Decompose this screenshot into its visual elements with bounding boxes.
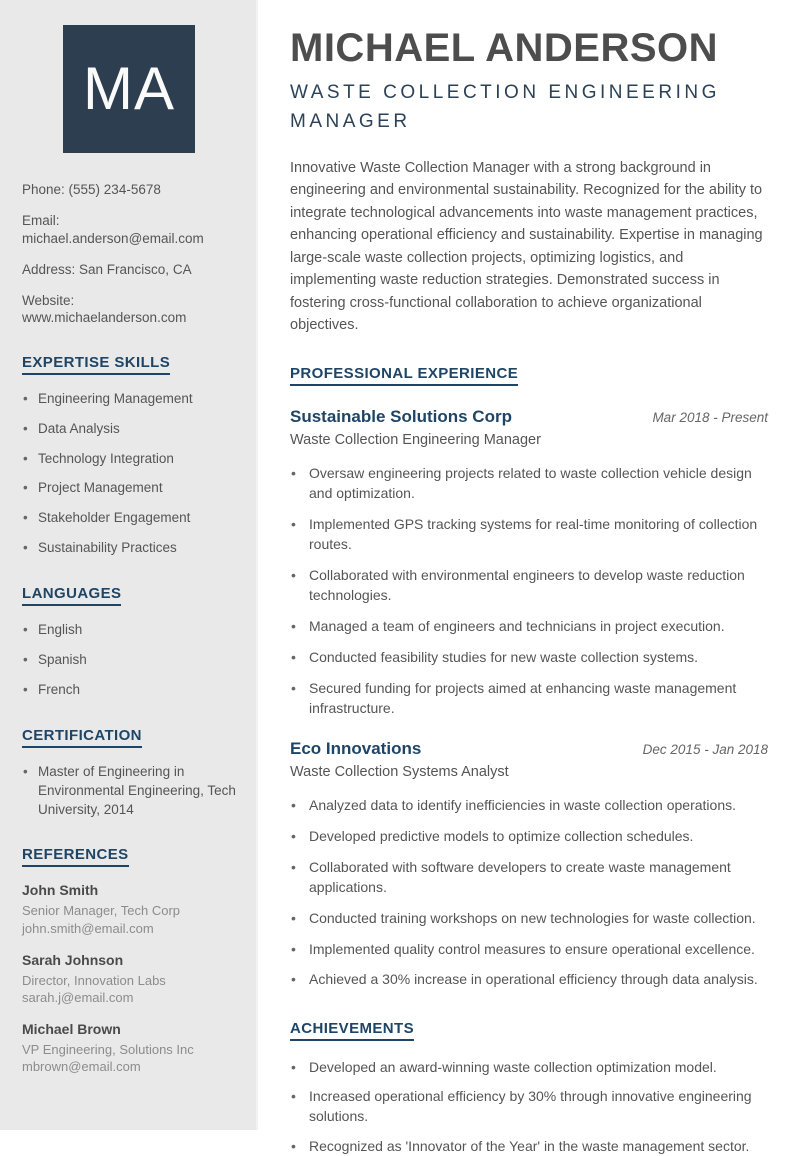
references-list <box>22 882 236 1075</box>
reference-email: mbrown@email.com <box>22 1059 141 1075</box>
experience-section <box>290 365 768 990</box>
languages-section <box>22 585 236 700</box>
job-bullet: • Analyzed data to identify inefficiencies in waste collection operations. <box>290 795 768 815</box>
job-entry <box>290 739 768 990</box>
reference-card <box>22 882 236 937</box>
job-bullet: • Achieved a 30% increase in operational efficiency through data analysis. <box>290 969 768 989</box>
skills-section <box>22 354 236 558</box>
skill-item: • Engineering Management <box>22 390 236 409</box>
job-entry <box>290 407 768 718</box>
reference-name: Sarah Johnson <box>22 951 124 968</box>
achievement-bullet: • Recognized as 'Innovator of the Year' in the waste management sector. <box>290 1136 768 1156</box>
skill-item: • Project Management <box>22 479 236 498</box>
achievements-list <box>290 1057 768 1156</box>
person-job-title: WASTE COLLECTION ENGINEERING MANAGER <box>290 82 720 133</box>
job-bullet: • Developed predictive models to optimize collection schedules. <box>290 826 768 846</box>
job-bullet: • Secured funding for projects aimed at enhancing waste management infrastructure. <box>290 678 768 719</box>
contact-line: Email: michael.anderson@email.com <box>22 213 204 246</box>
reference-card <box>22 1021 236 1076</box>
certification-section <box>22 727 236 820</box>
reference-role: Senior Manager, Tech Corp <box>22 903 181 919</box>
contact-line: Address: San Francisco, CA <box>22 261 192 277</box>
job-bullet: • Collaborated with software developers to create waste management applications. <box>290 857 768 898</box>
job-dates: Dec 2015 - Jan 2018 <box>642 742 768 758</box>
achievements-section <box>290 1020 768 1156</box>
job-header <box>290 739 768 759</box>
skill-item: • Sustainability Practices <box>22 539 236 558</box>
contact-line: Website: www.michaelanderson.com <box>22 292 187 326</box>
company-name: Sustainable Solutions Corp <box>290 406 512 426</box>
achievement-bullet: • Developed an award-winning waste collection optimization model. <box>290 1057 768 1077</box>
main-content <box>258 0 800 1154</box>
job-bullet-list <box>290 795 768 990</box>
certification-heading: CERTIFICATION <box>22 727 142 748</box>
reference-role: VP Engineering, Solutions Inc <box>22 1041 194 1057</box>
reference-name: Michael Brown <box>22 1020 121 1037</box>
contact-line: Phone: (555) 234-5678 <box>22 182 161 197</box>
skill-item: • Data Analysis <box>22 420 236 439</box>
languages-heading: LANGUAGES <box>22 585 121 606</box>
job-bullet: • Implemented GPS tracking systems for real-time monitoring of collection routes. <box>290 514 768 555</box>
reference-name: John Smith <box>22 882 99 899</box>
job-bullet: • Managed a team of engineers and technicians in project execution. <box>290 616 768 636</box>
avatar-initials: MA <box>83 55 175 122</box>
reference-email: sarah.j@email.com <box>22 990 134 1006</box>
references-heading: REFERENCES <box>22 846 129 867</box>
avatar <box>63 25 195 153</box>
skills-list <box>22 390 236 558</box>
person-name: MICHAEL ANDERSON <box>290 26 719 70</box>
skill-item: • Technology Integration <box>22 450 236 469</box>
certification-list <box>22 763 236 820</box>
references-section <box>22 846 236 1075</box>
sidebar <box>0 0 258 1130</box>
achievement-bullet: • Increased operational efficiency by 30% through innovative engineering solutions. <box>290 1086 768 1127</box>
reference-role: Director, Innovation Labs <box>22 972 166 988</box>
contact-info <box>22 181 236 327</box>
reference-card <box>22 952 236 1007</box>
job-bullet-list <box>290 463 768 718</box>
languages-list <box>22 621 236 700</box>
job-bullet: • Collaborated with environmental engineers to develop waste reduction technologies. <box>290 565 768 606</box>
job-role: Waste Collection Engineering Manager <box>290 431 541 448</box>
skills-heading: EXPERTISE SKILLS <box>22 354 170 375</box>
language-item: • Spanish <box>22 651 236 670</box>
job-header <box>290 407 768 427</box>
certification-item: • Master of Engineering in Environmental Engineering, Tech University, 2014 <box>22 763 236 820</box>
company-name: Eco Innovations <box>290 739 422 759</box>
reference-email: john.smith@email.com <box>22 921 154 937</box>
experience-heading: PROFESSIONAL EXPERIENCE <box>290 365 518 386</box>
job-bullet: • Oversaw engineering projects related to waste collection vehicle design and optimization. <box>290 463 768 504</box>
job-bullet: • Implemented quality control measures to ensure operational excellence. <box>290 939 768 959</box>
job-bullet: • Conducted training workshops on new technologies for waste collection. <box>290 908 768 928</box>
skill-item: • Stakeholder Engagement <box>22 509 236 528</box>
language-item: • French <box>22 681 236 700</box>
job-role: Waste Collection Systems Analyst <box>290 764 509 781</box>
job-bullet: • Conducted feasibility studies for new waste collection systems. <box>290 647 768 667</box>
profile-summary: Innovative Waste Collection Manager with a strong background in engineering and environmental sustainability. Recognized for the ability to integrate technological advancements into waste management practices, enhancing operational efficiency and sustainability. Expertise in managing large-scale waste collection projects, optimizing logistics, and implementing waste reduction strategies. Demonstrated success in fostering cross-functional collaboration to achieve organizational objectives. <box>290 159 763 334</box>
language-item: • English <box>22 621 236 640</box>
achievements-heading: ACHIEVEMENTS <box>290 1020 414 1041</box>
job-dates: Mar 2018 - Present <box>652 409 768 425</box>
